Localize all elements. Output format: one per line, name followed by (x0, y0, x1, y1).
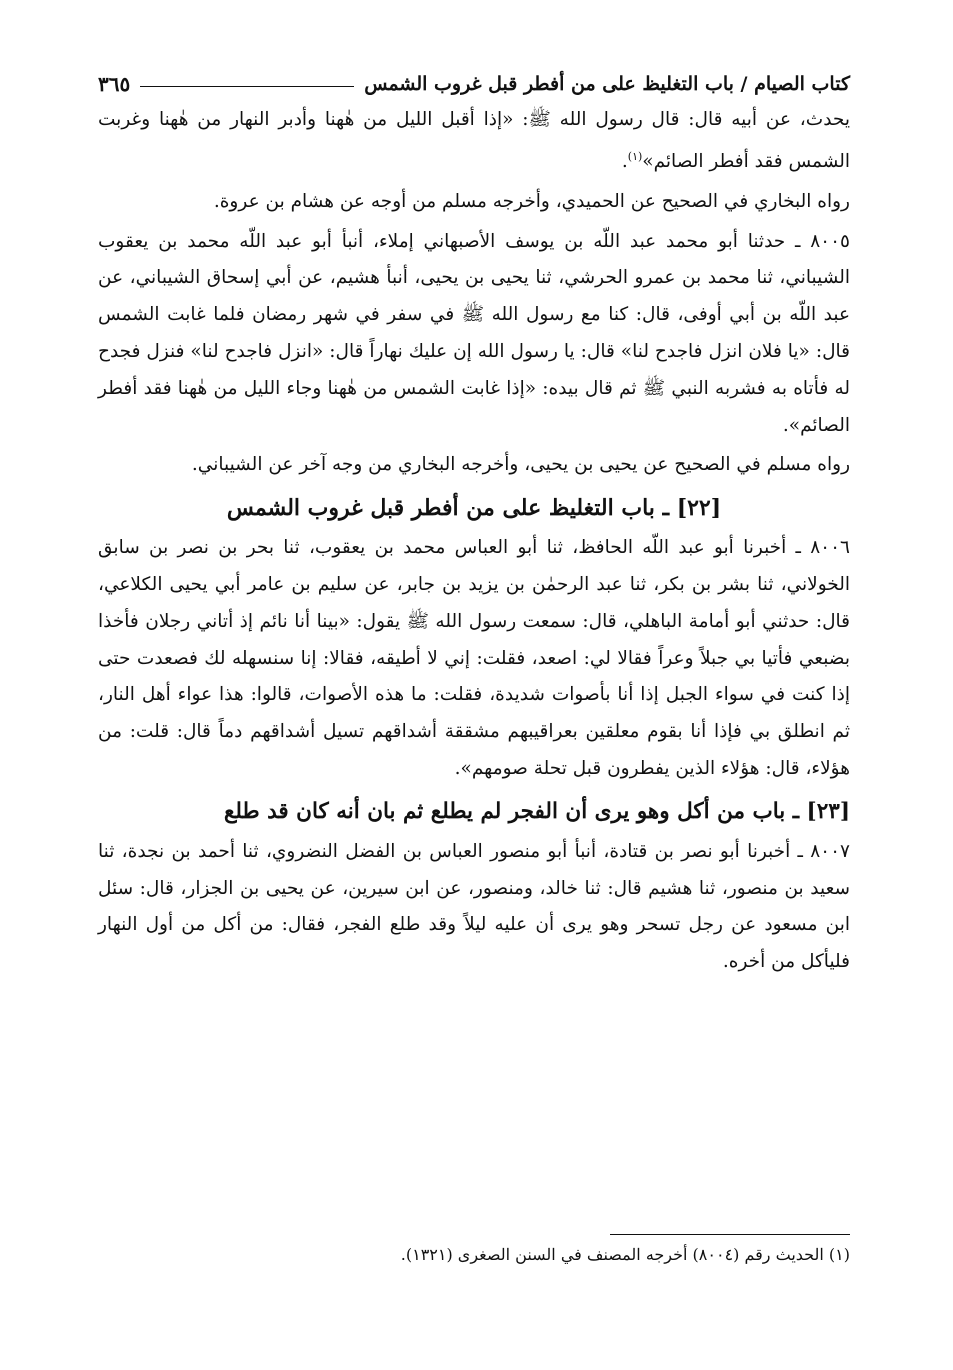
paragraph-1 (98, 102, 850, 181)
header-rule (140, 86, 354, 87)
hadith-8006: ٨٠٠٦ ـ أخبرنا أبو عبد اللّه الحافظ، ثنا أبو العباس محمد بن يعقوب، ثنا بحر بن نصر بن سابق الخولاني، ثنا بشر بن بكر، ثنا عبد الرحمٰن بن يزيد بن جابر، عن سليم بن عامر أبي يحيى الكلاعي، قال: حدثني أبو أمامة الباهلي، قال: سمعت رسول الله ﷺ يقول: «بينا أنا نائم إذ أتاني رجلان فأخذا بضبعي فأتيا بي جبلاً وعراً فقالا لي: اصعد، فقلت: إني لا أطيقه، فقالا: إنا سنسهله لك فصعدت حتى إذا كنت في سواء الجبل إذا أنا بأصوات شديدة، فقلت: ما هذه الأصوات، قالوا: هذا عواء أهل النار، ثم انطلق بي فإذا أنا بقوم معلقين بعراقيبهم مشققة أشداقهم تسيل أشداقهم دماً قال: قلت: من هؤلاء، قال: هؤلاء الذين يفطرون قبل تحلة صومهم». (98, 537, 850, 779)
paragraph-4: رواه مسلم في الصحيح عن يحيى بن يحيى، وأخرجه البخاري من وجه آخر عن الشيباني. (191, 454, 850, 476)
paragraph-2: رواه البخاري في الصحيح عن الحميدي، وأخرجه مسلم من أوجه عن هشام بن عروة. (213, 190, 850, 212)
footnote-rule (610, 1234, 850, 1235)
running-header (98, 66, 850, 102)
header-title: كتاب الصيام / باب التغليظ على من أفطر قبل غروب الشمس (364, 73, 850, 95)
hadith-8005: ٨٠٠٥ ـ حدثنا أبو محمد عبد اللّه بن يوسف الأصبهاني إملاء، أنبأ أبو عبد اللّه محمد بن يعقوب الشيباني، ثنا محمد بن عمرو الحرشي، ثنا يحيى بن يحيى، أنبأ هشيم، عن أبي إسحاق الشيباني، عن عبد اللّه بن أبي أوفى، قال: كنا مع رسول الله ﷺ في سفر في شهر رمضان فلما غابت الشمس قال: «يا فلان انزل فاجدح لنا» قال: يا رسول الله إن عليك نهاراً قال: «انزل فاجدح لنا» فنزل فجدح له فأتاه به فشربه النبي ﷺ ثم قال بيده: «إذا غابت الشمس من هٰهنا وجاء الليل من هٰهنا فقد أفطر الصائم». (98, 230, 850, 436)
chapter-heading-22: [٢٢] ـ باب التغليظ على من أفطر قبل غروب الشمس (226, 495, 722, 522)
page-number: ٣٦٥ (98, 72, 131, 96)
book-page (98, 66, 850, 1340)
footnote: (١) الحديث رقم (٨٠٠٤) أخرجه المصنف في السنن الصغرى (١٣٢١). (400, 1245, 850, 1264)
paragraph-1-end: . (621, 150, 628, 172)
hadith-8007: ٨٠٠٧ ـ أخبرنا أبو نصر بن قتادة، أنبأ أبو منصور العباس بن الفضل النضروي، ثنا أحمد بن نجدة، ثنا سعيد بن منصور، ثنا هشيم قال: ثنا خالد، ومنصور، عن ابن سيرين، عن يحيى بن الجزار، قال: سئل ابن مسعود عن رجل تسحر وهو يرى أن عليه ليلاً وقد طلع الفجر، فقال: من أكل من أول النهار فليأكل من أخره. (98, 840, 850, 973)
paragraph-1-text: يحدث، عن أبيه قال: قال رسول الله ﷺ: «إذا أقبل الليل من هٰهنا وأدبر النهار من هٰهنا وغربت الشمس فقد أفطر الصائم» (98, 109, 850, 172)
chapter-heading-23: [٢٣] ـ باب من أكل وهو يرى أن الفجر لم يطلع ثم بان أنه كان قد طلع (223, 798, 850, 824)
footnote-marker: (١) (627, 149, 643, 163)
